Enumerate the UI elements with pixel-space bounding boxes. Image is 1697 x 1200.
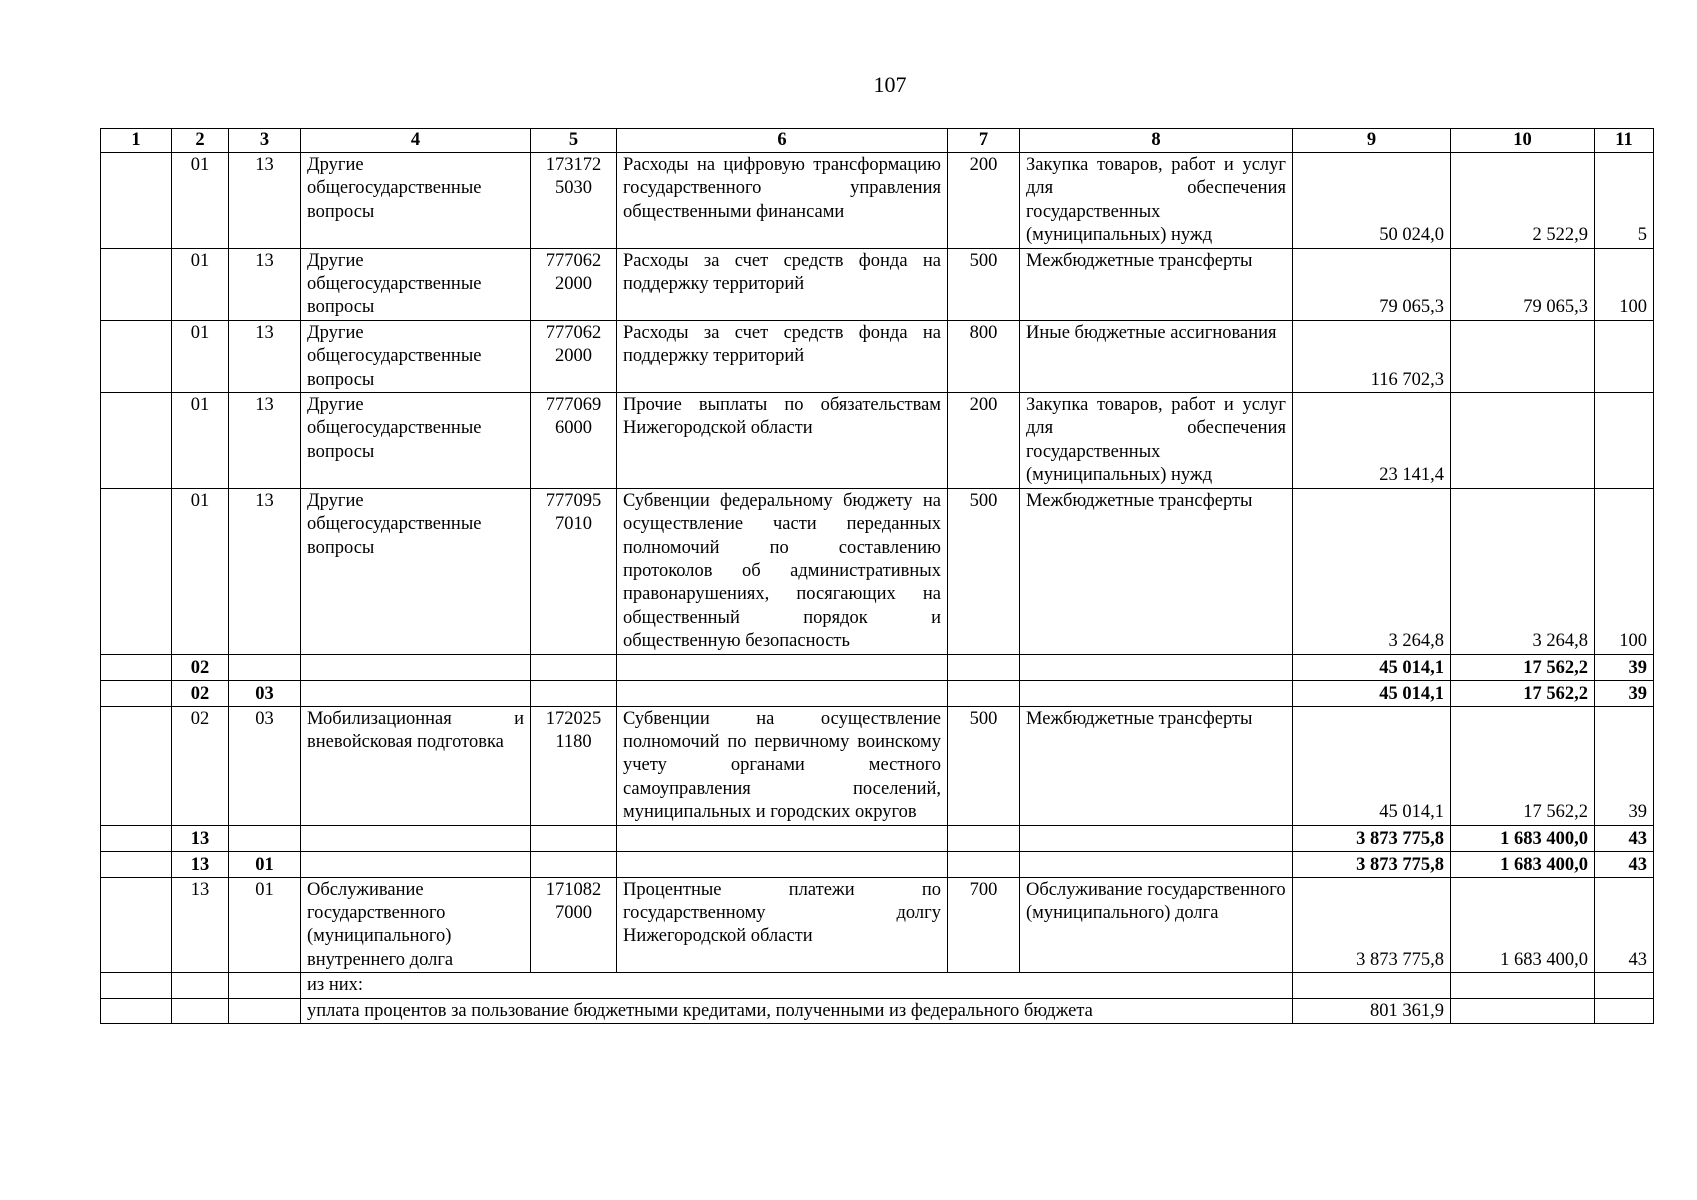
- cell-type-code: 500: [948, 706, 1020, 825]
- cell-purpose: Субвенции федеральному бюджету на осуществление части переданных полномочий по составлению протоколов об административных правонарушениях, посягающих на общественный порядок и общественную безопасность: [617, 488, 948, 654]
- subtotal-row: [101, 680, 1654, 706]
- cell-code: 171082 7000: [531, 877, 617, 973]
- cell-amount-plan: 3 264,8: [1293, 488, 1451, 654]
- cell-empty: [101, 393, 172, 489]
- cell-percent: 43: [1595, 825, 1654, 851]
- cell-empty: [101, 488, 172, 654]
- cell-empty: [172, 973, 229, 998]
- cell-type-code: 500: [948, 248, 1020, 320]
- cell-amount-plan: 116 702,3: [1293, 320, 1451, 392]
- cell-empty: [101, 153, 172, 249]
- cell-subsection: 01: [229, 851, 301, 877]
- cell-note: уплата процентов за пользование бюджетными кредитами, полученными из федерального бюджета: [301, 998, 1293, 1023]
- cell-code: 172025 1180: [531, 706, 617, 825]
- cell-percent: 100: [1595, 248, 1654, 320]
- cell-type-code: 200: [948, 393, 1020, 489]
- subtotal-row: [101, 654, 1654, 680]
- cell-note: из них:: [301, 973, 1293, 998]
- cell-empty: [617, 825, 948, 851]
- cell-subsection: 13: [229, 153, 301, 249]
- cell-empty: [948, 825, 1020, 851]
- table-row: [101, 153, 1654, 249]
- column-header: 2: [172, 129, 229, 153]
- cell-code: 777062 2000: [531, 248, 617, 320]
- column-header: 3: [229, 129, 301, 153]
- cell-name: Другие общегосударственные вопросы: [301, 488, 531, 654]
- cell-empty: [1020, 825, 1293, 851]
- cell-empty: [1020, 851, 1293, 877]
- cell-empty: [301, 680, 531, 706]
- cell-amount-fact: [1451, 320, 1595, 392]
- table-row: [101, 320, 1654, 392]
- cell-purpose: Процентные платежи по государственному долгу Нижегородской области: [617, 877, 948, 973]
- cell-name: Другие общегосударственные вопросы: [301, 320, 531, 392]
- cell-amount-plan: 45 014,1: [1293, 654, 1451, 680]
- cell-empty: [617, 654, 948, 680]
- cell-section: 01: [172, 248, 229, 320]
- table-row: [101, 248, 1654, 320]
- cell-empty: [1595, 998, 1654, 1023]
- cell-type-code: 700: [948, 877, 1020, 973]
- cell-empty: [1293, 973, 1451, 998]
- table-row: [101, 998, 1654, 1023]
- cell-section: 01: [172, 153, 229, 249]
- cell-subsection: 13: [229, 393, 301, 489]
- cell-type-code: 800: [948, 320, 1020, 392]
- cell-empty: [101, 877, 172, 973]
- column-header: 6: [617, 129, 948, 153]
- cell-empty: [1020, 654, 1293, 680]
- cell-amount-plan: 3 873 775,8: [1293, 825, 1451, 851]
- cell-section: 01: [172, 320, 229, 392]
- cell-name: Обслуживание государственного (муниципального) внутреннего долга: [301, 877, 531, 973]
- cell-percent: 39: [1595, 654, 1654, 680]
- cell-purpose: Субвенции на осуществление полномочий по первичному воинскому учету органами местного самоуправления поселений, муниципальных и городских округов: [617, 706, 948, 825]
- cell-purpose: Расходы за счет средств фонда на поддержку территорий: [617, 248, 948, 320]
- column-header: 7: [948, 129, 1020, 153]
- cell-name: Мобилизационная и вневойсковая подготовка: [301, 706, 531, 825]
- cell-empty: [101, 680, 172, 706]
- cell-empty: [531, 680, 617, 706]
- cell-section: 02: [172, 654, 229, 680]
- cell-amount-plan: 50 024,0: [1293, 153, 1451, 249]
- cell-type-name: Иные бюджетные ассигнования: [1020, 320, 1293, 392]
- cell-empty: [301, 851, 531, 877]
- cell-empty: [101, 973, 172, 998]
- cell-section: 02: [172, 680, 229, 706]
- cell-empty: [301, 654, 531, 680]
- cell-type-code: 500: [948, 488, 1020, 654]
- cell-amount-fact: 17 562,2: [1451, 680, 1595, 706]
- table-row: [101, 706, 1654, 825]
- cell-empty: [531, 654, 617, 680]
- column-header: 8: [1020, 129, 1293, 153]
- cell-code: 777095 7010: [531, 488, 617, 654]
- column-header: 10: [1451, 129, 1595, 153]
- cell-percent: 43: [1595, 877, 1654, 973]
- cell-percent: 39: [1595, 706, 1654, 825]
- cell-amount-fact: 1 683 400,0: [1451, 825, 1595, 851]
- cell-empty: [1451, 973, 1595, 998]
- cell-purpose: Расходы за счет средств фонда на поддержку территорий: [617, 320, 948, 392]
- header-row: [101, 129, 1654, 153]
- cell-subsection: [229, 825, 301, 851]
- cell-section: 02: [172, 706, 229, 825]
- cell-type-name: Закупка товаров, работ и услуг для обеспечения государственных (муниципальных) нужд: [1020, 153, 1293, 249]
- cell-subsection: 01: [229, 877, 301, 973]
- cell-empty: [948, 680, 1020, 706]
- cell-amount-fact: 3 264,8: [1451, 488, 1595, 654]
- cell-empty: [1451, 998, 1595, 1023]
- cell-amount-fact: 17 562,2: [1451, 706, 1595, 825]
- page-number: 107: [873, 72, 907, 97]
- column-header: 1: [101, 129, 172, 153]
- column-header: 11: [1595, 129, 1654, 153]
- cell-name: Другие общегосударственные вопросы: [301, 153, 531, 249]
- cell-section: 13: [172, 877, 229, 973]
- cell-percent: 43: [1595, 851, 1654, 877]
- column-header: 5: [531, 129, 617, 153]
- cell-empty: [101, 851, 172, 877]
- cell-percent: [1595, 393, 1654, 489]
- column-header: 9: [1293, 129, 1451, 153]
- cell-amount-fact: 17 562,2: [1451, 654, 1595, 680]
- cell-empty: [531, 851, 617, 877]
- cell-purpose: Прочие выплаты по обязательствам Нижегородской области: [617, 393, 948, 489]
- subtotal-row: [101, 825, 1654, 851]
- cell-empty: [101, 825, 172, 851]
- cell-type-name: Обслуживание государственного (муниципального) долга: [1020, 877, 1293, 973]
- cell-section: 13: [172, 825, 229, 851]
- cell-empty: [101, 654, 172, 680]
- cell-subsection: 03: [229, 680, 301, 706]
- cell-type-code: 200: [948, 153, 1020, 249]
- cell-empty: [229, 998, 301, 1023]
- cell-amount-plan: 3 873 775,8: [1293, 851, 1451, 877]
- cell-subsection: 03: [229, 706, 301, 825]
- cell-subsection: 13: [229, 248, 301, 320]
- cell-subsection: 13: [229, 488, 301, 654]
- cell-empty: [1595, 973, 1654, 998]
- cell-amount-plan: 79 065,3: [1293, 248, 1451, 320]
- cell-empty: [101, 998, 172, 1023]
- cell-amount-fact: 2 522,9: [1451, 153, 1595, 249]
- cell-empty: [617, 680, 948, 706]
- cell-purpose: Расходы на цифровую трансформацию государственного управления общественными финансами: [617, 153, 948, 249]
- table-row: [101, 488, 1654, 654]
- cell-empty: [301, 825, 531, 851]
- table-row: [101, 973, 1654, 998]
- cell-amount-fact: [1451, 393, 1595, 489]
- cell-code: 173172 5030: [531, 153, 617, 249]
- column-header: 4: [301, 129, 531, 153]
- cell-type-name: Межбюджетные трансферты: [1020, 248, 1293, 320]
- table-row: [101, 393, 1654, 489]
- cell-empty: [172, 998, 229, 1023]
- cell-code: 777069 6000: [531, 393, 617, 489]
- cell-amount-plan: 45 014,1: [1293, 706, 1451, 825]
- cell-amount-plan: 801 361,9: [1293, 998, 1451, 1023]
- cell-code: 777062 2000: [531, 320, 617, 392]
- cell-empty: [101, 320, 172, 392]
- budget-table: [100, 128, 1654, 1024]
- cell-empty: [229, 973, 301, 998]
- cell-amount-plan: 45 014,1: [1293, 680, 1451, 706]
- cell-empty: [617, 851, 948, 877]
- cell-section: 13: [172, 851, 229, 877]
- cell-empty: [101, 706, 172, 825]
- cell-amount-fact: 1 683 400,0: [1451, 851, 1595, 877]
- cell-name: Другие общегосударственные вопросы: [301, 248, 531, 320]
- cell-amount-fact: 79 065,3: [1451, 248, 1595, 320]
- cell-name: Другие общегосударственные вопросы: [301, 393, 531, 489]
- cell-empty: [1020, 680, 1293, 706]
- cell-type-name: Межбюджетные трансферты: [1020, 706, 1293, 825]
- cell-percent: 39: [1595, 680, 1654, 706]
- cell-empty: [948, 654, 1020, 680]
- subtotal-row: [101, 851, 1654, 877]
- cell-amount-fact: 1 683 400,0: [1451, 877, 1595, 973]
- cell-amount-plan: 23 141,4: [1293, 393, 1451, 489]
- table-row: [101, 877, 1654, 973]
- cell-percent: 5: [1595, 153, 1654, 249]
- cell-empty: [948, 851, 1020, 877]
- cell-subsection: 13: [229, 320, 301, 392]
- cell-empty: [531, 825, 617, 851]
- cell-percent: [1595, 320, 1654, 392]
- cell-percent: 100: [1595, 488, 1654, 654]
- cell-amount-plan: 3 873 775,8: [1293, 877, 1451, 973]
- cell-type-name: Межбюджетные трансферты: [1020, 488, 1293, 654]
- cell-section: 01: [172, 393, 229, 489]
- cell-subsection: [229, 654, 301, 680]
- cell-section: 01: [172, 488, 229, 654]
- cell-type-name: Закупка товаров, работ и услуг для обеспечения государственных (муниципальных) нужд: [1020, 393, 1293, 489]
- cell-empty: [101, 248, 172, 320]
